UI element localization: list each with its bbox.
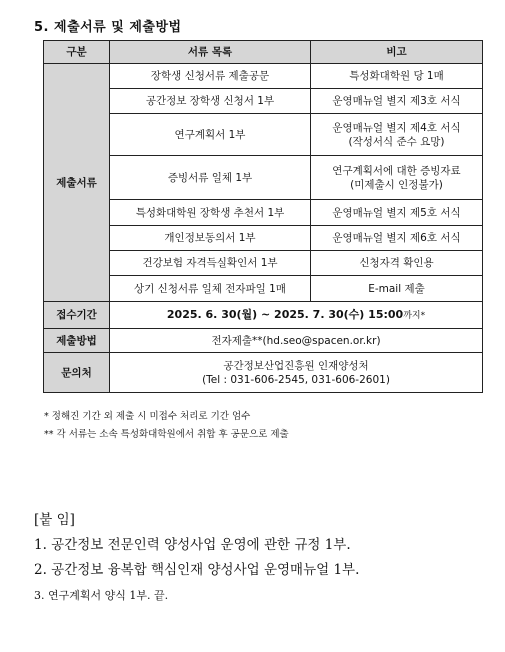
table-row: [44, 276, 483, 302]
attachments-title: [붙 임]: [34, 512, 75, 528]
attachments: [34, 508, 359, 608]
contact-line1: 공간정보산업진흥원 인재양성처: [223, 359, 369, 372]
doc-item: 특성화대학원 장학생 추천서 1부: [110, 200, 311, 226]
doc-item: 개인정보동의서 1부: [110, 226, 311, 251]
contact-value: [110, 353, 483, 393]
doc-note: 신청자격 확인용: [311, 251, 483, 276]
section-title: 5. 제출서류 및 제출방법: [34, 20, 182, 35]
table-row: [44, 89, 483, 114]
attachment-item: 3. 연구계획서 양식 1부. 끝.: [34, 589, 169, 602]
doc-item: 증빙서류 일체 1부: [110, 156, 311, 200]
table-row: [44, 114, 483, 156]
method-row: [44, 329, 483, 353]
doc-note-line2: (미제출시 인정불가): [350, 178, 443, 191]
doc-item: 건강보험 자격득실확인서 1부: [110, 251, 311, 276]
period-dates: 2025. 6. 30(월) ~ 2025. 7. 30(수) 15:00: [166, 307, 404, 321]
submission-table: [43, 40, 483, 393]
doc-note: 운영매뉴얼 별지 제5호 서식: [311, 200, 483, 226]
doc-note: 운영매뉴얼 별지 제6호 서식: [311, 226, 483, 251]
footnotes: [44, 408, 289, 444]
doc-note: [311, 156, 483, 200]
contact-row: [44, 353, 483, 393]
attachment-item: 2. 공간정보 융복합 핵심인재 양성사업 운영매뉴얼 1부.: [34, 562, 360, 578]
doc-note: 특성화대학원 당 1매: [311, 64, 483, 89]
doc-note: E-mail 제출: [311, 276, 483, 302]
doc-note: 운영매뉴얼 별지 제3호 서식: [311, 89, 483, 114]
table-header-row: [44, 41, 483, 64]
table-row: [44, 64, 483, 89]
contact-label: 문의처: [44, 353, 110, 393]
contact-line2: (Tel : 031-606-2545, 031-606-2601): [202, 373, 390, 386]
table-row: [44, 200, 483, 226]
period-value: [110, 302, 483, 329]
docs-category-cell: 제출서류: [44, 64, 110, 302]
period-row: [44, 302, 483, 329]
period-tail: 까지*: [403, 310, 426, 321]
doc-item: 장학생 신청서류 제출공문: [110, 64, 311, 89]
header-category: 구분: [44, 41, 110, 64]
doc-item: 공간정보 장학생 신청서 1부: [110, 89, 311, 114]
period-label: 접수기간: [44, 302, 110, 329]
attachment-item: 1. 공간정보 전문인력 양성사업 운영에 관한 규정 1부.: [34, 537, 351, 553]
doc-note-line1: 연구계획서에 대한 증빙자료: [332, 164, 461, 177]
method-value: 전자제출**(hd.seo@spacen.or.kr): [110, 329, 483, 353]
header-note: 비고: [311, 41, 483, 64]
table-row: [44, 226, 483, 251]
doc-item: 연구계획서 1부: [110, 114, 311, 156]
table-row: [44, 251, 483, 276]
doc-note-line1: 운영매뉴얼 별지 제4호 서식: [332, 121, 461, 134]
method-label: 제출방법: [44, 329, 110, 353]
table-row: [44, 156, 483, 200]
header-doc-list: 서류 목록: [110, 41, 311, 64]
doc-note: [311, 114, 483, 156]
footnote: * 정해진 기간 외 제출 시 미접수 처리로 기간 엄수: [44, 411, 251, 422]
doc-note-line2: (작성서식 준수 요망): [348, 135, 445, 148]
doc-item: 상기 신청서류 일체 전자파일 1매: [110, 276, 311, 302]
footnote: ** 각 서류는 소속 특성화대학원에서 취합 후 공문으로 제출: [44, 429, 289, 440]
